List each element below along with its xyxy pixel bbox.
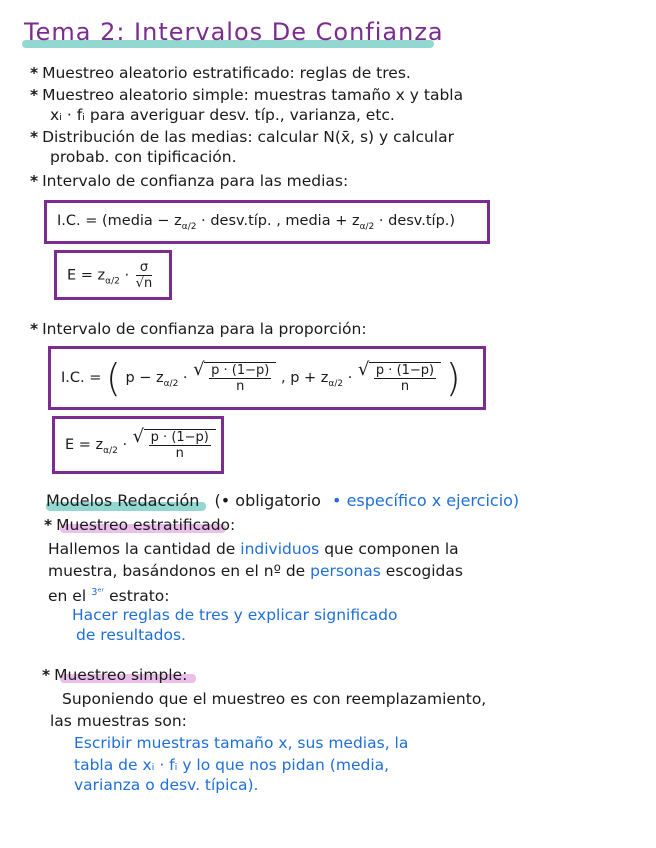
bullet-icon: * [42,666,51,684]
text-segment: en el [48,587,87,606]
blue-instruction: Escribir muestras tamaño x, sus medias, la [74,734,409,752]
bullet-text: Intervalo de confianza para la proporción: [42,320,367,338]
fraction-numerator: σ [136,260,153,276]
formula-box-e-proporcion: $E = z_{\alpha/2}$ · √ $\frac{p \cdot (1-p)}{n}$ [52,416,224,474]
blue-instruction: tabla de xᵢ · fᵢ y lo que nos pidan (media, [74,756,390,774]
bullet-icon: * [30,64,39,82]
formula-text: E = z [67,267,106,283]
fraction-denominator: √n [135,275,153,291]
formula-subscript: α/2 [181,221,197,232]
fraction-denominator: n [236,379,245,394]
sqrt [204,362,276,394]
formula-text: I.C. = [61,370,102,386]
sqrt [144,429,216,461]
bullet-ic-medias [30,172,348,190]
fraction [209,363,271,394]
bullet-ic-proporcion [30,320,367,338]
formula-subscript: α/2 [328,378,344,389]
blue-instruction: Hacer reglas de tres y explicar significado [72,606,398,624]
formula-box-e-medias: $E = z_{\alpha/2}$ · $\frac{\sigma}{√n}$ [54,250,172,300]
bullet-text: Distribución de las medias: calcular N(x̄, s) y calcular [42,128,454,146]
paragraph-line [48,562,463,580]
bullet-icon: * [30,86,39,104]
text-segment: que componen la [324,540,459,558]
bullet-text: Muestreo aleatorio simple: muestras tamaño x y tabla [42,86,464,104]
bullet-icon: * [30,172,39,190]
subheading-text: Muestreo estratificado: [56,516,236,534]
bullet-estratificado [30,64,411,82]
superscript: 3ᵉʳ [91,587,105,598]
formula-box-ic-medias [44,200,490,244]
fraction [136,260,153,291]
formula-subscript: α/2 [359,221,375,232]
fraction-numerator: √ p · (1−p) [375,363,435,378]
blue-text: individuos [240,540,320,558]
text-segment: estrato: [109,587,170,606]
bullet-icon: * [30,128,39,146]
fraction [374,363,436,394]
bullet-distribucion [30,128,454,146]
subheading-text: Muestreo simple: [54,666,188,684]
formula-text: , p + z [280,370,329,386]
text-segment: Hallemos la cantidad de [48,540,236,558]
page-title: Tema 2: Intervalos De Confianza [24,18,444,46]
formula-subscript: α/2 [163,378,179,389]
sqrt [369,362,441,394]
formula-text: I.C. = (media − z [57,212,182,229]
formula-text: p − z [125,370,164,386]
paragraph-line: Suponiendo que el muestreo es con reemplazamiento, [62,690,487,708]
fraction-denominator: n [175,446,184,461]
bullet-simple [30,86,463,104]
legend-obligatorio: (• obligatorio [214,491,321,510]
close-paren: ) [445,356,461,400]
bullet-text: Muestreo aleatorio estratificado: reglas de tres. [42,64,411,82]
blue-text: personas [310,562,381,580]
bullet-icon: * [30,320,39,338]
formula-text: · desv.típ.) [378,212,456,229]
bullet-icon: * [44,516,53,534]
subheading-simple [42,666,187,684]
open-paren: ( [106,356,121,400]
bullet-distribucion-cont: probab. con tipificación. [50,148,237,166]
fraction-numerator: √ p · (1−p) [211,363,270,378]
blue-instruction: de resultados. [76,626,186,644]
blue-instruction: varianza o desv. típica). [74,776,259,794]
fraction-denominator: n [400,379,410,394]
paragraph-line: las muestras son: [50,712,187,730]
formula-text: E = z [65,437,104,453]
text-segment: muestra, basándonos en el nº de [48,562,306,580]
section-title [46,492,519,510]
fraction-numerator: √ p · (1−p) [150,430,209,445]
text-segment: escogidas [385,562,463,580]
formula-box-ic-proporcion: I.C. = ( $p - z_{\alpha/2}$ · √ $\frac{p \cdot (1-p)}{n}$ , $p + z_{\alpha/2}$ · √ $\frac{p \cdot (1-p)}{n}$ ) [48,346,486,410]
bullet-text: Intervalo de confianza para las medias: [42,172,349,190]
fraction [149,430,211,461]
subheading-estratificado [44,516,235,534]
bullet-simple-cont: xᵢ · fᵢ para averiguar desv. típ., varianza, etc. [50,106,395,124]
formula-subscript: α/2 [105,275,120,286]
section-title-text: Modelos Redacción [46,491,200,510]
formula-text: · desv.típ. , media + z [201,212,360,229]
formula-subscript: α/2 [103,445,118,456]
paragraph-line [48,540,459,558]
legend-especifico: • específico x ejercicio) [332,491,520,510]
paragraph-line [48,584,169,605]
